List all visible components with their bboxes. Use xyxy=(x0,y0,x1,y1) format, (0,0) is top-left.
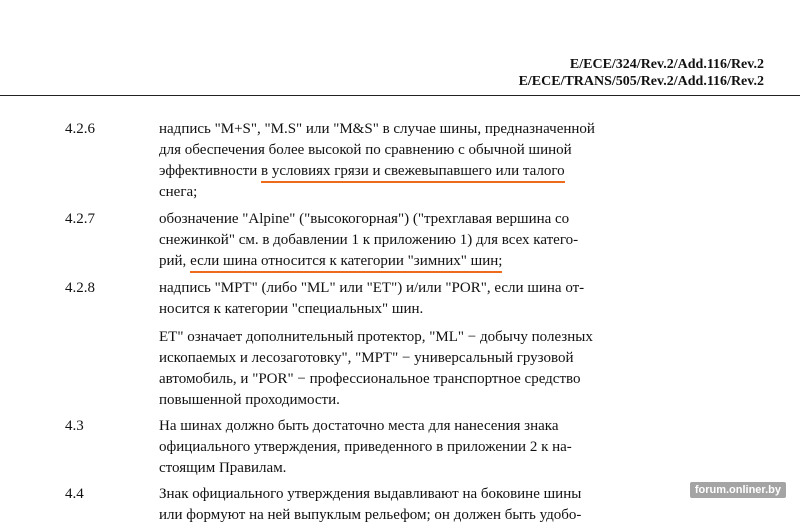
clause-number: 4.3 xyxy=(65,418,84,434)
highlighted-phrase: если шина относится к категории "зимних" шин; xyxy=(190,253,502,273)
clause-number: 4.2.8 xyxy=(65,280,95,296)
text-segment: эффективности xyxy=(159,163,262,179)
text-line: носится к категории "специальных" шин. xyxy=(159,301,424,317)
text-line: Знак официального утверждения выдавливают на боковине шины xyxy=(159,486,582,502)
text-line: или формуют на ней выпуклым рельефом; он должен быть удобо- xyxy=(159,507,582,523)
text-line: официального утверждения, приведенного в приложении 2 к на- xyxy=(159,439,572,455)
text-line: повышенной проходимости. xyxy=(159,392,340,408)
forum-watermark: forum.onliner.by xyxy=(690,482,786,498)
header-rule xyxy=(0,95,800,96)
text-line: На шинах должно быть достаточно места для нанесения знака xyxy=(159,418,559,434)
text-line: ископаемых и лесозаготовку", "MPT" − универсальный грузовой xyxy=(159,350,574,366)
text-line: снежинкой" см. в добавлении 1 к приложению 1) для всех катего- xyxy=(159,232,579,248)
document-header xyxy=(519,56,764,90)
clause-text xyxy=(159,327,671,411)
text-segment: рий, xyxy=(159,253,191,269)
text-line xyxy=(159,251,671,272)
clause-text xyxy=(159,484,671,526)
clause-number: 4.4 xyxy=(65,486,84,502)
text-line: надпись "MPT" (либо "ML" или "ET") и/или "POR", если шина от- xyxy=(159,280,585,296)
document-symbol-1: E/ECE/324/Rev.2/Add.116/Rev.2 xyxy=(569,57,764,72)
text-line: ET" означает дополнительный протектор, "ML" − добычу полезных xyxy=(159,329,593,345)
text-line xyxy=(159,161,671,182)
text-line: автомобиль, и "POR" − профессиональное транспортное средство xyxy=(159,371,581,387)
clause-number: 4.2.6 xyxy=(65,121,95,137)
clause-number: 4.2.7 xyxy=(65,211,95,227)
clause-text xyxy=(159,209,671,272)
text-line: снега; xyxy=(159,184,198,200)
highlighted-phrase: в условиях грязи и свежевыпавшего или талого xyxy=(261,163,565,183)
document-symbol-2: E/ECE/TRANS/505/Rev.2/Add.116/Rev.2 xyxy=(518,74,764,89)
clause-text xyxy=(159,119,671,203)
text-line: стоящим Правилам. xyxy=(159,460,287,476)
clause-text xyxy=(159,278,671,320)
text-line: для обеспечения более высокой по сравнению с обычной шиной xyxy=(159,142,572,158)
text-line: обозначение "Alpine" ("высокогорная") ("трехглавая вершина со xyxy=(159,211,570,227)
text-line: надпись "M+S", "M.S" или "M&S" в случае шины, предназначенной xyxy=(159,121,595,137)
clause-text xyxy=(159,416,671,479)
